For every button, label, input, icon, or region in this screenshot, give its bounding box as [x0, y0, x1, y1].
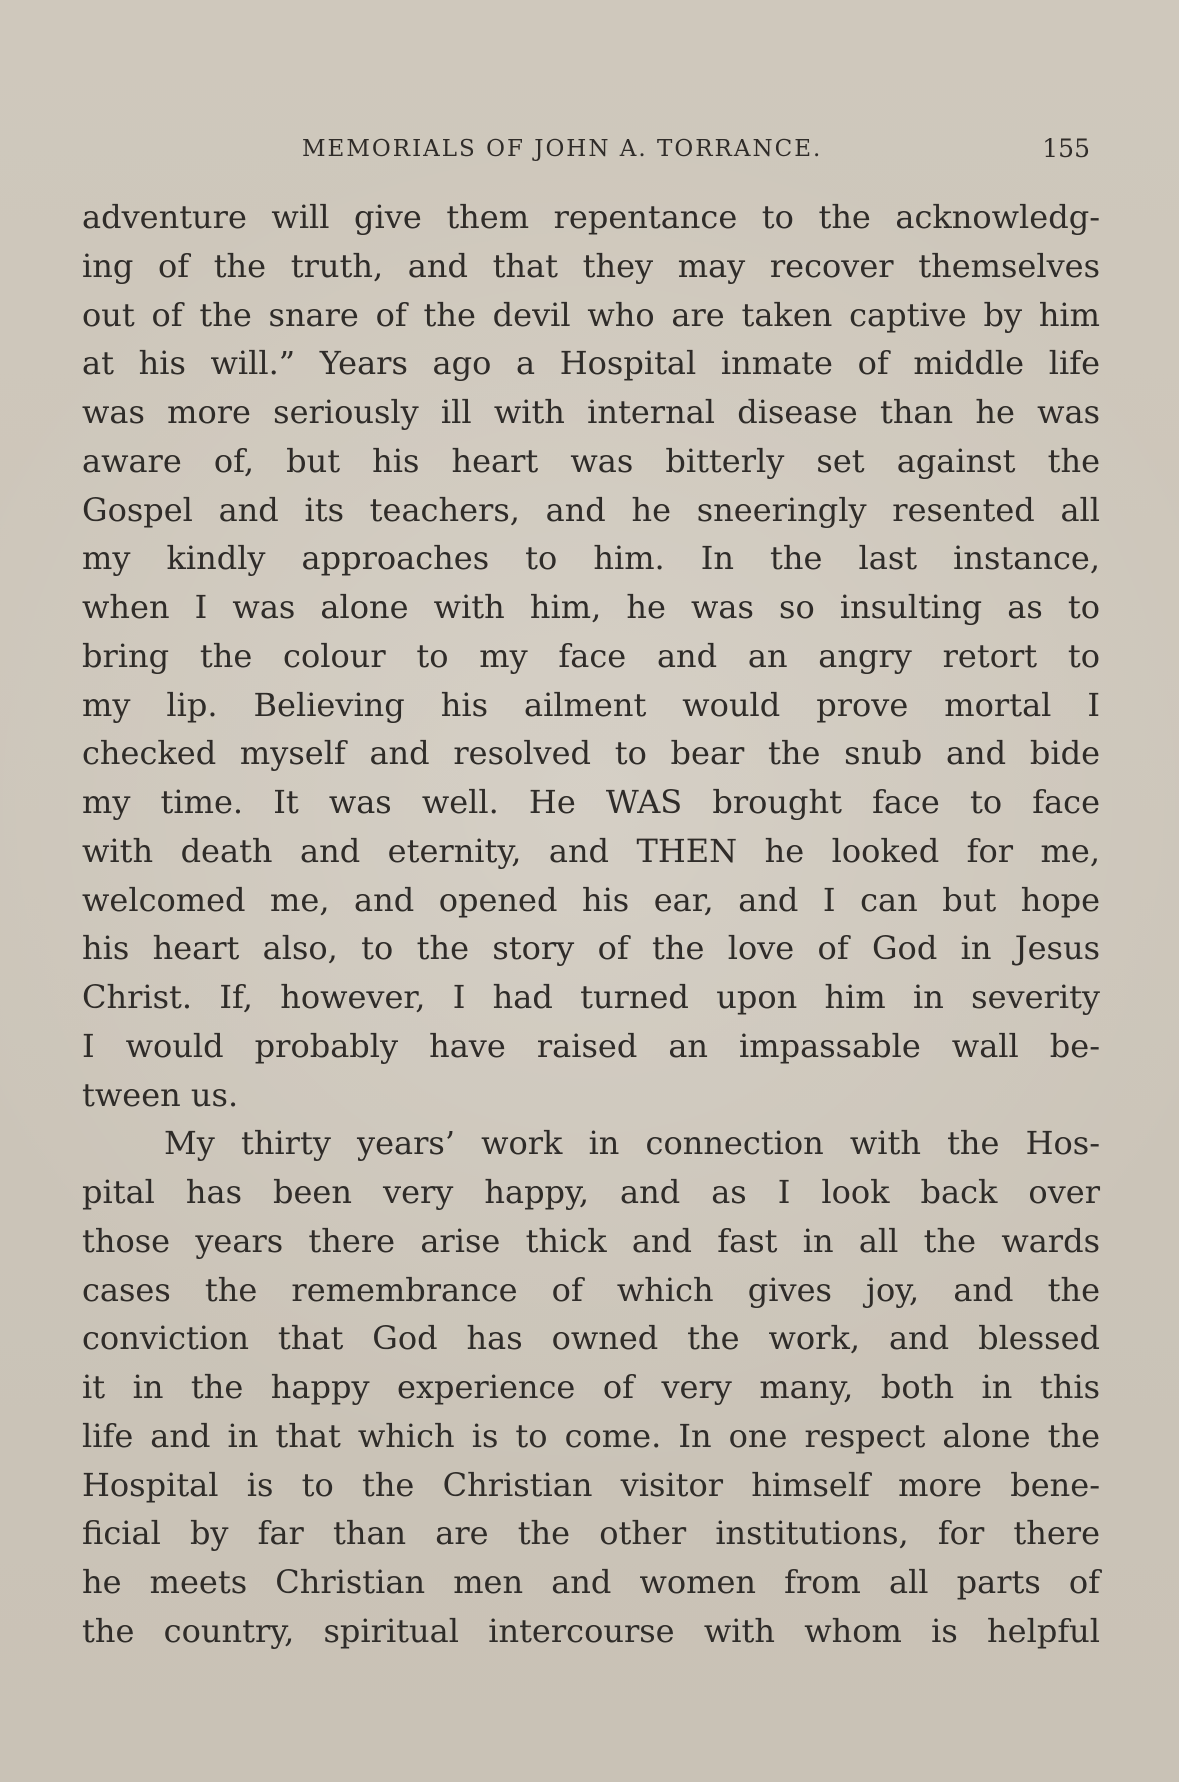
- text-line: out of the snare of the devil who are taken captive by him: [82, 295, 1100, 334]
- text-line: bring the colour to my face and an angry retort to: [82, 636, 1100, 675]
- page-header: [82, 136, 1100, 166]
- page-number: 155: [1042, 134, 1090, 163]
- text-line: my kindly approaches to him. In the last instance,: [82, 539, 1100, 578]
- paragraph-end-line: tween us.: [82, 1075, 239, 1114]
- body-text: [82, 193, 1100, 1656]
- text-line: pital has been very happy, and as I look back over: [82, 1173, 1100, 1211]
- text-line: at his will.” Years ago a Hospital inmate of middle life: [82, 344, 1100, 383]
- text-line: it in the happy experience of very many, both in this: [82, 1368, 1100, 1406]
- text-line: ficial by far than are the other institutions, for there: [82, 1514, 1100, 1553]
- running-head: MEMORIALS OF JOHN A. TORRANCE.: [302, 136, 823, 162]
- text-line: those years there arise thick and fast in all the wards: [82, 1221, 1100, 1260]
- text-line: life and in that which is to come. In one respect alone the: [82, 1416, 1100, 1455]
- text-line: the country, spiritual intercourse with whom is helpful: [82, 1611, 1100, 1650]
- text-line: checked myself and resolved to bear the snub and bide: [82, 734, 1100, 773]
- text-line: Gospel and its teachers, and he sneeringly resented all: [82, 490, 1100, 529]
- text-line: ing of the truth, and that they may recover themselves: [82, 246, 1100, 285]
- text-line: welcomed me, and opened his ear, and I can but hope: [82, 880, 1100, 919]
- text-line: aware of, but his heart was bitterly set against the: [82, 441, 1100, 480]
- text-line: conviction that God has owned the work, and blessed: [82, 1319, 1100, 1358]
- text-line: adventure will give them repentance to the acknowledg-: [82, 198, 1100, 236]
- text-line: he meets Christian men and women from all parts of: [82, 1563, 1100, 1601]
- text-line: my lip. Believing his ailment would prove mortal I: [82, 685, 1100, 724]
- text-line: his heart also, to the story of the love of God in Jesus: [82, 929, 1100, 968]
- text-line: my time. It was well. He WAS brought face to face: [82, 783, 1100, 821]
- text-line: Christ. If, however, I had turned upon him in severity: [82, 978, 1100, 1016]
- text-line: cases the remembrance of which gives joy, and the: [82, 1270, 1100, 1309]
- text-line: was more seriously ill with internal disease than he was: [82, 393, 1100, 431]
- text-line: when I was alone with him, he was so insulting as to: [82, 588, 1100, 626]
- text-line: I would probably have raised an impassable wall be-: [82, 1026, 1100, 1065]
- text-line: Hospital is to the Christian visitor himself more bene-: [82, 1465, 1100, 1504]
- text-line: with death and eternity, and THEN he looked for me,: [82, 831, 1100, 870]
- paragraph-start-line: My thirty years’ work in connection with the Hos-: [164, 1124, 1100, 1163]
